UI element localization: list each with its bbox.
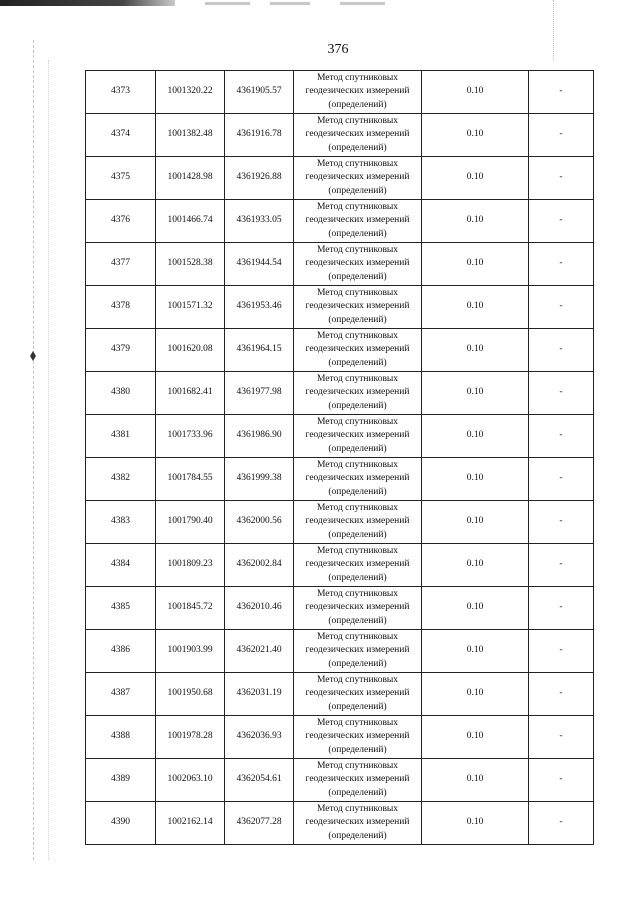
method-cell	[294, 157, 422, 200]
method-text: Метод спутниковых геодезических измерений (определений)	[305, 373, 410, 411]
method-text: Метод спутниковых геодезических измерений (определений)	[305, 244, 410, 282]
point-number-cell: 4375	[86, 157, 156, 200]
point-number-cell: 4380	[86, 372, 156, 415]
method-cell	[294, 630, 422, 673]
extra-cell: -	[529, 630, 594, 673]
point-number-cell: 4379	[86, 329, 156, 372]
accuracy-cell: 0.10	[422, 544, 529, 587]
extra-cell: -	[529, 544, 594, 587]
y-coordinate-cell: 4361953.46	[225, 286, 294, 329]
method-cell	[294, 544, 422, 587]
accuracy-cell: 0.10	[422, 716, 529, 759]
point-number-cell: 4387	[86, 673, 156, 716]
extra-cell: -	[529, 329, 594, 372]
extra-cell: -	[529, 802, 594, 845]
point-number-cell: 4374	[86, 114, 156, 157]
x-coordinate-cell: 1001620.08	[156, 329, 225, 372]
y-coordinate-cell: 4361986.90	[225, 415, 294, 458]
method-text: Метод спутниковых геодезических измерений (определений)	[305, 760, 410, 798]
method-cell	[294, 587, 422, 630]
table-row	[86, 200, 594, 243]
scan-noise	[205, 2, 250, 5]
point-number-cell: 4384	[86, 544, 156, 587]
table-row	[86, 587, 594, 630]
method-cell	[294, 716, 422, 759]
method-cell	[294, 286, 422, 329]
table-row	[86, 415, 594, 458]
x-coordinate-cell: 1001571.32	[156, 286, 225, 329]
extra-cell: -	[529, 415, 594, 458]
point-number-cell: 4378	[86, 286, 156, 329]
accuracy-cell: 0.10	[422, 501, 529, 544]
method-text: Метод спутниковых геодезических измерений (определений)	[305, 330, 410, 368]
accuracy-cell: 0.10	[422, 802, 529, 845]
accuracy-cell: 0.10	[422, 458, 529, 501]
table-row	[86, 243, 594, 286]
x-coordinate-cell: 1001428.98	[156, 157, 225, 200]
point-number-cell: 4376	[86, 200, 156, 243]
extra-cell: -	[529, 200, 594, 243]
method-text: Метод спутниковых геодезических измерений (определений)	[305, 674, 410, 712]
extra-cell: -	[529, 243, 594, 286]
y-coordinate-cell: 4361999.38	[225, 458, 294, 501]
point-number-cell: 4383	[86, 501, 156, 544]
point-number-cell: 4390	[86, 802, 156, 845]
method-cell	[294, 458, 422, 501]
x-coordinate-cell: 1001903.99	[156, 630, 225, 673]
extra-cell: -	[529, 458, 594, 501]
table-row	[86, 114, 594, 157]
x-coordinate-cell: 1001950.68	[156, 673, 225, 716]
point-number-cell: 4385	[86, 587, 156, 630]
method-text: Метод спутниковых геодезических измерений (определений)	[305, 201, 410, 239]
y-coordinate-cell: 4361933.05	[225, 200, 294, 243]
y-coordinate-cell: 4362036.93	[225, 716, 294, 759]
method-text: Метод спутниковых геодезических измерений (определений)	[305, 416, 410, 454]
point-number-cell: 4381	[86, 415, 156, 458]
y-coordinate-cell: 4361905.57	[225, 71, 294, 114]
method-cell	[294, 200, 422, 243]
y-coordinate-cell: 4361977.98	[225, 372, 294, 415]
x-coordinate-cell: 1001845.72	[156, 587, 225, 630]
table-row	[86, 673, 594, 716]
table-row	[86, 501, 594, 544]
y-coordinate-cell: 4361944.54	[225, 243, 294, 286]
table-row	[86, 544, 594, 587]
table-row	[86, 802, 594, 845]
method-text: Метод спутниковых геодезических измерений (определений)	[305, 502, 410, 540]
method-text: Метод спутниковых геодезических измерений (определений)	[305, 115, 410, 153]
margin-guide-line	[33, 40, 34, 860]
coordinates-table	[85, 70, 594, 845]
extra-cell: -	[529, 114, 594, 157]
x-coordinate-cell: 1001978.28	[156, 716, 225, 759]
table-row	[86, 329, 594, 372]
method-text: Метод спутниковых геодезических измерений (определений)	[305, 459, 410, 497]
y-coordinate-cell: 4362031.19	[225, 673, 294, 716]
x-coordinate-cell: 1001784.55	[156, 458, 225, 501]
method-cell	[294, 329, 422, 372]
extra-cell: -	[529, 673, 594, 716]
table-row	[86, 630, 594, 673]
accuracy-cell: 0.10	[422, 415, 529, 458]
method-text: Метод спутниковых геодезических измерений (определений)	[305, 287, 410, 325]
point-number-cell: 4377	[86, 243, 156, 286]
table-row	[86, 71, 594, 114]
accuracy-cell: 0.10	[422, 673, 529, 716]
y-coordinate-cell: 4361926.88	[225, 157, 294, 200]
y-coordinate-cell: 4362000.56	[225, 501, 294, 544]
point-number-cell: 4386	[86, 630, 156, 673]
x-coordinate-cell: 1001790.40	[156, 501, 225, 544]
method-cell	[294, 372, 422, 415]
table-row	[86, 716, 594, 759]
accuracy-cell: 0.10	[422, 200, 529, 243]
table-row	[86, 157, 594, 200]
table-row	[86, 372, 594, 415]
y-coordinate-cell: 4362002.84	[225, 544, 294, 587]
x-coordinate-cell: 1001320.22	[156, 71, 225, 114]
x-coordinate-cell: 1001809.23	[156, 544, 225, 587]
accuracy-cell: 0.10	[422, 759, 529, 802]
extra-cell: -	[529, 501, 594, 544]
point-number-cell: 4388	[86, 716, 156, 759]
method-text: Метод спутниковых геодезических измерений (определений)	[305, 803, 410, 841]
y-coordinate-cell: 4361916.78	[225, 114, 294, 157]
method-cell	[294, 71, 422, 114]
method-text: Метод спутниковых геодезических измерений (определений)	[305, 717, 410, 755]
table-row	[86, 458, 594, 501]
y-coordinate-cell: 4362010.46	[225, 587, 294, 630]
extra-cell: -	[529, 716, 594, 759]
y-coordinate-cell: 4361964.15	[225, 329, 294, 372]
accuracy-cell: 0.10	[422, 286, 529, 329]
method-text: Метод спутниковых геодезических измерений (определений)	[305, 72, 410, 110]
point-number-cell: 4382	[86, 458, 156, 501]
x-coordinate-cell: 1001466.74	[156, 200, 225, 243]
point-number-cell: 4373	[86, 71, 156, 114]
scan-edge-mark	[0, 0, 175, 6]
scan-noise	[340, 2, 385, 5]
y-coordinate-cell: 4362021.40	[225, 630, 294, 673]
method-cell	[294, 759, 422, 802]
x-coordinate-cell: 1001528.38	[156, 243, 225, 286]
extra-cell: -	[529, 71, 594, 114]
x-coordinate-cell: 1001733.96	[156, 415, 225, 458]
x-coordinate-cell: 1001682.41	[156, 372, 225, 415]
method-text: Метод спутниковых геодезических измерений (определений)	[305, 588, 410, 626]
x-coordinate-cell: 1002063.10	[156, 759, 225, 802]
method-cell	[294, 501, 422, 544]
method-text: Метод спутниковых геодезических измерений (определений)	[305, 545, 410, 583]
page-number: 376	[327, 42, 349, 57]
table-row	[86, 286, 594, 329]
method-cell	[294, 243, 422, 286]
scan-noise	[270, 2, 310, 5]
coordinates-table-body	[86, 71, 594, 845]
accuracy-cell: 0.10	[422, 372, 529, 415]
extra-cell: -	[529, 372, 594, 415]
accuracy-cell: 0.10	[422, 114, 529, 157]
method-cell	[294, 415, 422, 458]
accuracy-cell: 0.10	[422, 243, 529, 286]
margin-marker-icon	[30, 351, 36, 361]
margin-guide-line	[48, 60, 49, 860]
extra-cell: -	[529, 157, 594, 200]
accuracy-cell: 0.10	[422, 329, 529, 372]
accuracy-cell: 0.10	[422, 587, 529, 630]
accuracy-cell: 0.10	[422, 630, 529, 673]
method-text: Метод спутниковых геодезических измерений (определений)	[305, 631, 410, 669]
point-number-cell: 4389	[86, 759, 156, 802]
method-text: Метод спутниковых геодезических измерений (определений)	[305, 158, 410, 196]
accuracy-cell: 0.10	[422, 71, 529, 114]
extra-cell: -	[529, 587, 594, 630]
accuracy-cell: 0.10	[422, 157, 529, 200]
extra-cell: -	[529, 286, 594, 329]
x-coordinate-cell: 1001382.48	[156, 114, 225, 157]
y-coordinate-cell: 4362054.61	[225, 759, 294, 802]
extra-cell: -	[529, 759, 594, 802]
x-coordinate-cell: 1002162.14	[156, 802, 225, 845]
method-cell	[294, 114, 422, 157]
y-coordinate-cell: 4362077.28	[225, 802, 294, 845]
method-cell	[294, 802, 422, 845]
table-row	[86, 759, 594, 802]
method-cell	[294, 673, 422, 716]
